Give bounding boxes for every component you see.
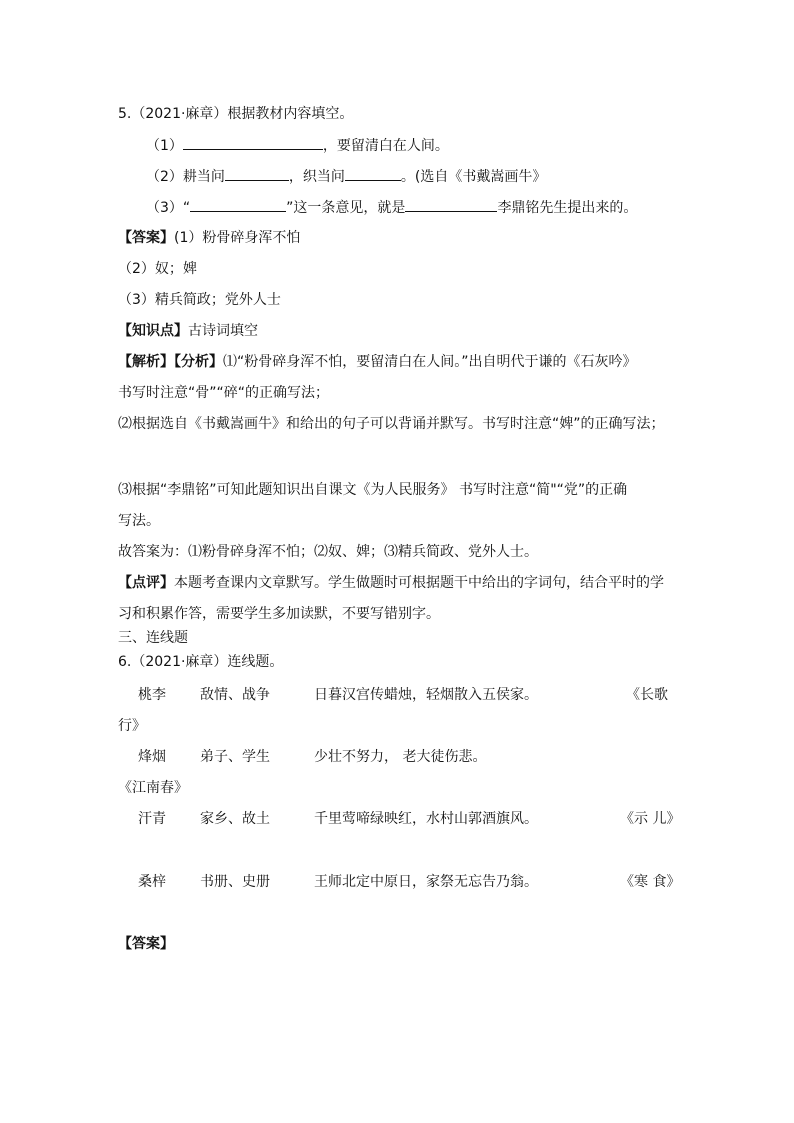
q6-word-4[interactable]: 桑梓 — [138, 874, 166, 890]
q6-title: 6.（2021·麻章）连线题。 — [118, 654, 284, 670]
q5-comment-a: 本题考查课内文章默写。学生做题时可根据题干中给出的字词句，结合平时的学 — [174, 575, 664, 591]
q6-poem-3[interactable]: 千里莺啼绿映红，水村山郭酒旗风。 — [314, 811, 538, 827]
q5-answer-line — [118, 228, 300, 248]
q5-final-answer: 故答案为：⑴粉骨碎身浑不怕；⑵奴、婢；⑶精兵简政、党外人士。 — [118, 544, 538, 560]
q6-meaning-2[interactable]: 弟子、学生 — [200, 749, 270, 765]
q5-blank-3b[interactable] — [405, 197, 497, 212]
q5-comment-label: 【点评】 — [118, 575, 174, 591]
q5-sub1-prefix: （1） — [146, 138, 183, 154]
q6-word-1[interactable]: 桃李 — [138, 687, 166, 703]
q5-sub3-mid: ”这一条意见，就是 — [286, 200, 406, 216]
q6-word-2[interactable]: 烽烟 — [138, 749, 166, 765]
q5-sub1-suffix: ，要留清白在人间。 — [322, 138, 449, 154]
q5-analysis-2: ⑵根据选自《书戴嵩画牛》和给出的句子可以背诵并默写。书写时注意“婢”的正确写法； — [118, 416, 665, 432]
q6-meaning-4[interactable]: 书册、史册 — [200, 874, 270, 890]
q5-analysis-1a-line — [118, 352, 637, 372]
q5-answer-label: 【答案】 — [118, 230, 174, 246]
q5-analysis-3a: ⑶根据“李鼎铭”可知此题知识出自课文《为人民服务》 书写时注意“简"“党”的正确 — [118, 482, 628, 498]
q5-sub3-prefix: （3）“ — [146, 200, 191, 216]
q6-poem-1[interactable]: 日暮汉宫传蜡烛，轻烟散入五侯家。 — [314, 687, 538, 703]
q6-source-1a[interactable]: 《长歌 — [626, 687, 668, 703]
q5-blank-1[interactable] — [183, 135, 323, 150]
q5-analysis-1b: 书写时注意“骨”“碎“的正确写法； — [118, 385, 330, 401]
q5-sub3-suffix: 李鼎铭先生提出来的。 — [497, 200, 638, 216]
q5-kp-label: 【知识点】 — [118, 323, 188, 339]
q5-comment-b: 习和积累作答，需要学生多加读默，不要写错别字。 — [118, 606, 440, 622]
q6-source-2[interactable]: 《江南春》 — [118, 780, 188, 796]
section-title: 三、连线题 — [118, 630, 188, 646]
q5-blank-2a[interactable] — [225, 166, 289, 181]
q5-blank-2b[interactable] — [345, 166, 401, 181]
q5-sub2 — [146, 166, 546, 187]
q5-answer-3: （3）精兵简政；党外人士 — [118, 292, 281, 308]
q6-word-3[interactable]: 汗青 — [138, 811, 166, 827]
q5-answer-1: (1）粉骨碎身浑不怕 — [174, 230, 301, 246]
q5-sub1 — [146, 135, 449, 156]
q5-sub2-suffix: 。(选自《书戴嵩画牛》 — [400, 169, 547, 185]
q6-source-3[interactable]: 《示 儿》 — [620, 811, 681, 827]
q5-kp-text: 古诗词填空 — [188, 323, 258, 339]
q5-sub3 — [146, 197, 637, 218]
q5-knowledge-point — [118, 321, 258, 341]
q6-answer-label: 【答案】 — [118, 936, 174, 952]
q6-meaning-3[interactable]: 家乡、故土 — [200, 811, 270, 827]
q5-analysis-label: 【解析】【分析】 — [118, 354, 223, 370]
q5-comment-line — [118, 573, 664, 593]
q6-meaning-1[interactable]: 敌情、战争 — [200, 687, 270, 703]
q5-sub2-mid: ，织当问 — [288, 169, 345, 185]
q5-blank-3a[interactable] — [190, 197, 286, 212]
q5-answer-2: （2）奴；婢 — [118, 261, 197, 277]
q6-poem-4[interactable]: 王师北定中原日，家祭无忘告乃翁。 — [314, 874, 538, 890]
q5-title: 5.（2021·麻章）根据教材内容填空。 — [118, 106, 354, 122]
q5-analysis-3b: 写法。 — [118, 513, 160, 529]
q6-source-4[interactable]: 《寒 食》 — [620, 874, 681, 890]
q6-source-1b[interactable]: 行》 — [118, 718, 146, 734]
q6-poem-2[interactable]: 少壮不努力， 老大徒伤悲。 — [314, 749, 487, 765]
q5-analysis-1a: ⑴“粉骨碎身浑不怕，要留清白在人间。”出自明代于谦的《石灰吟》 — [223, 354, 637, 370]
q5-sub2-prefix: （2）耕当问 — [146, 169, 225, 185]
